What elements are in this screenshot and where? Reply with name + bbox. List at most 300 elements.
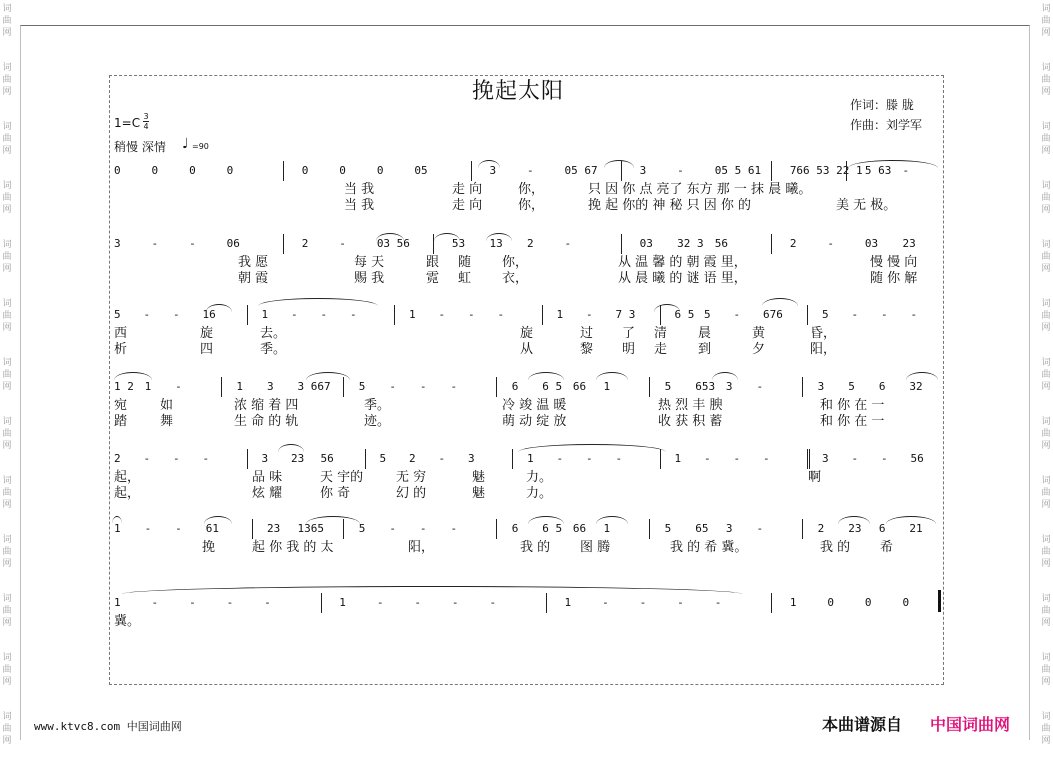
note: - — [497, 308, 505, 321]
note: 05 67 — [564, 164, 598, 177]
watermark-glyph: 曲 — [2, 606, 12, 616]
lyric-text: 你， — [502, 255, 529, 270]
note: - — [438, 452, 446, 465]
watermark-glyph: 词 — [1041, 653, 1051, 663]
note: 05 5 61 — [714, 164, 762, 177]
lyric-text: 我 愿 — [238, 255, 269, 270]
note: - — [851, 452, 859, 465]
lyric-text: 去。 — [260, 326, 287, 341]
note: 6 — [511, 380, 519, 393]
watermark-glyph: 网 — [1041, 323, 1051, 333]
lyric-text: 走 向 — [452, 182, 483, 197]
note: - — [468, 308, 475, 321]
note: 1 — [144, 380, 152, 393]
barline — [221, 377, 222, 397]
note: 6 5 — [674, 308, 695, 321]
watermark-glyph: 网 — [2, 28, 12, 38]
note: - — [677, 596, 684, 609]
note: - — [175, 380, 182, 393]
note: 5 — [664, 380, 672, 393]
watermark-glyph: 曲 — [1041, 134, 1051, 144]
note: 61 — [205, 522, 220, 535]
lyric-text: 黄 — [752, 326, 766, 341]
watermark-glyph: 词 — [2, 63, 12, 73]
watermark-glyph: 曲 — [2, 311, 12, 321]
note: - — [419, 380, 427, 393]
watermark-glyph: 词 — [2, 417, 12, 427]
watermark-glyph: 词 — [2, 240, 12, 250]
barline — [247, 305, 248, 325]
note: - — [851, 308, 859, 321]
lyric-text: 析 — [114, 342, 128, 357]
barline — [247, 449, 248, 469]
watermark-glyph: 词 — [1041, 63, 1051, 73]
notes-line — [110, 308, 942, 326]
note: 56 — [320, 452, 334, 465]
note: 53 — [451, 237, 466, 250]
lyric-text: 黎 — [580, 342, 594, 357]
lyric-text: 从 — [520, 342, 534, 357]
note: 1 — [409, 308, 416, 321]
key-signature: 1=C — [114, 116, 141, 130]
watermark-glyph: 词 — [2, 476, 12, 486]
lyric-text: 炫 耀 — [252, 486, 283, 501]
barline — [542, 305, 543, 325]
lyric-text: 只 因 你 点 亮了 东方 那 一 抹 晨 曦。 — [588, 182, 812, 197]
watermark-glyph: 曲 — [2, 252, 12, 262]
note: 2 — [301, 237, 309, 250]
lyricist-credit: 作词：滕 胧 — [850, 98, 914, 112]
lyric-text: 从 晨 曦 的 谜 语 里， — [618, 271, 747, 286]
note: 2 — [789, 237, 797, 250]
watermark-glyph: 词 — [1041, 181, 1051, 191]
barline — [496, 519, 497, 539]
note: - — [556, 452, 564, 465]
note: 5 — [358, 522, 366, 535]
notes-line — [110, 452, 942, 470]
footer-brand[interactable]: 中国词曲网 — [930, 715, 1011, 734]
lyric-text: 从 温 馨 的 朝 霞 里， — [618, 255, 747, 270]
note: - — [202, 452, 210, 465]
watermark-glyph: 曲 — [1041, 311, 1051, 321]
note: 1 — [564, 596, 572, 609]
note: 7 3 — [615, 308, 636, 321]
watermark-glyph: 词 — [2, 122, 12, 132]
note: - — [763, 452, 770, 465]
note: - — [586, 452, 593, 465]
note: 1 — [114, 522, 121, 535]
tempo-value: =90 — [192, 142, 209, 151]
note: - — [902, 164, 910, 177]
note: 03 56 — [376, 237, 410, 250]
note: 16 — [202, 308, 216, 321]
note: 3 — [822, 452, 829, 465]
watermark-glyph: 曲 — [2, 724, 12, 734]
lyric-text: 冀。 — [114, 614, 141, 629]
note: - — [489, 596, 497, 609]
lyric-text: 冷 竣 温 暖 — [502, 398, 567, 413]
note: 1 — [674, 452, 682, 465]
watermark-glyph: 网 — [1041, 736, 1051, 746]
barline — [252, 519, 253, 539]
note: 2 — [527, 237, 534, 250]
note: - — [419, 522, 427, 535]
note: 23 — [902, 237, 916, 250]
note: 6 — [878, 380, 886, 393]
song-title: 挽起太阳 — [472, 79, 565, 104]
watermark-glyph: 网 — [2, 205, 12, 215]
watermark-glyph: 网 — [1041, 87, 1051, 97]
note: - — [173, 452, 180, 465]
note: - — [881, 452, 888, 465]
lyric-text: 你 奇 — [320, 486, 351, 501]
note: 3 — [114, 237, 121, 250]
footer-website[interactable]: www.ktvc8.com 中国词曲网 — [34, 720, 182, 733]
lyric-text: 随 你 解 — [870, 271, 918, 286]
barline — [802, 377, 803, 397]
watermark-glyph: 网 — [2, 87, 12, 97]
lyric-text: 到 — [698, 342, 712, 357]
note: 0 — [114, 164, 121, 177]
note: 06 — [226, 237, 240, 250]
note: 3 667 — [297, 380, 331, 393]
barline — [846, 161, 847, 181]
note: 5 — [114, 308, 121, 321]
note: 676 — [763, 308, 783, 321]
lyric-text: 过 — [580, 326, 594, 341]
lyric-text: 你， — [518, 182, 545, 197]
note: - — [189, 596, 196, 609]
watermark-glyph: 网 — [2, 382, 12, 392]
note: 1 — [527, 452, 534, 465]
lyric-text: 起， — [114, 486, 141, 501]
note: 3 — [468, 452, 475, 465]
lyric-text: 随 — [458, 255, 472, 270]
note: 23 — [266, 522, 281, 535]
note: 0 — [827, 596, 834, 609]
watermark-glyph: 网 — [2, 146, 12, 156]
note: 1 — [603, 380, 611, 393]
barline — [283, 161, 284, 181]
lyric-text: 明 — [622, 342, 636, 357]
note: 2 — [114, 452, 121, 465]
lyric-text: 旋 — [200, 326, 214, 341]
lyric-text: 图 腾 — [580, 540, 611, 555]
watermark-glyph: 词 — [1041, 122, 1051, 132]
watermark-glyph: 词 — [2, 594, 12, 604]
notes-line — [110, 596, 942, 614]
watermark-glyph: 词 — [2, 181, 12, 191]
lyric-text: 阳， — [810, 342, 837, 357]
lyric-text: 衣， — [502, 271, 529, 286]
note: - — [677, 164, 684, 177]
notes-line — [110, 380, 942, 398]
watermark-glyph: 网 — [2, 323, 12, 333]
note: 0 — [301, 164, 309, 177]
barline — [365, 449, 366, 469]
watermark-glyph: 网 — [1041, 559, 1051, 569]
note: - — [438, 308, 446, 321]
note: 2 — [409, 452, 416, 465]
lyric-text: 挽 起 你的 神 秘 只 因 你 的 — [588, 198, 752, 213]
note: 5 — [358, 380, 366, 393]
note: 1 — [339, 596, 346, 609]
note: - — [615, 452, 623, 465]
lyric-text: 了 — [622, 326, 636, 341]
lyric-text: 和 你 在 一 — [820, 414, 885, 429]
note: - — [756, 522, 764, 535]
watermark-column-right — [1039, 0, 1053, 760]
notes-line — [110, 164, 942, 182]
note: 0 — [226, 164, 234, 177]
watermark-glyph: 网 — [2, 441, 12, 451]
barline — [394, 305, 395, 325]
note: 3 — [489, 164, 497, 177]
tempo-marking: 稍慢 深情 — [114, 140, 166, 154]
note: - — [389, 522, 396, 535]
note: - — [527, 164, 534, 177]
note: 1 — [789, 596, 797, 609]
lyric-text: 西 — [114, 326, 128, 341]
note: - — [143, 308, 151, 321]
note: - — [226, 596, 234, 609]
note: - — [151, 237, 159, 250]
note: 5 — [664, 522, 672, 535]
lyric-text: 霓 — [426, 271, 440, 286]
watermark-glyph: 词 — [1041, 4, 1051, 14]
composer-credit: 作曲：刘学军 — [850, 118, 923, 132]
time-numerator: 3 — [143, 112, 149, 121]
lyric-text: 我 的 — [520, 540, 551, 555]
watermark-glyph: 词 — [2, 358, 12, 368]
note: 5 — [704, 308, 711, 321]
note: 1 — [556, 308, 564, 321]
watermark-glyph: 词 — [2, 712, 12, 722]
watermark-glyph: 网 — [1041, 205, 1051, 215]
watermark-glyph: 词 — [1041, 358, 1051, 368]
note: - — [151, 596, 159, 609]
note: 0 — [189, 164, 196, 177]
note: 1 — [261, 308, 269, 321]
repeat-barline — [807, 449, 810, 469]
lyric-text: 旋 — [520, 326, 534, 341]
watermark-glyph: 曲 — [1041, 193, 1051, 203]
lyric-text: 和 你 在 一 — [820, 398, 885, 413]
barline — [660, 449, 661, 469]
lyric-text: 收 获 积 蓄 — [658, 414, 723, 429]
note: 5 — [848, 380, 855, 393]
watermark-glyph: 曲 — [2, 547, 12, 557]
note: 65 — [695, 522, 709, 535]
watermark-glyph: 网 — [1041, 441, 1051, 451]
watermark-glyph: 词 — [2, 535, 12, 545]
watermark-glyph: 网 — [1041, 382, 1051, 392]
watermark-glyph: 词 — [2, 299, 12, 309]
note: 2 — [817, 522, 825, 535]
lyric-text: 夕 — [752, 342, 766, 357]
lyric-text: 起 你 我 的 太 — [252, 540, 334, 555]
watermark-glyph: 曲 — [1041, 429, 1051, 439]
lyric-text: 我 的 — [820, 540, 851, 555]
lyric-text: 当 我 — [344, 198, 375, 213]
lyric-text: 宛 — [114, 398, 128, 413]
watermark-column-left — [0, 0, 14, 760]
watermark-glyph: 词 — [1041, 299, 1051, 309]
lyric-text: 起， — [114, 470, 141, 485]
note: 6 — [878, 522, 886, 535]
note: 23 — [848, 522, 862, 535]
note: - — [450, 380, 458, 393]
watermark-glyph: 网 — [2, 736, 12, 746]
watermark-glyph: 网 — [1041, 677, 1051, 687]
note: 6 — [511, 522, 519, 535]
note: 1 2 — [114, 380, 134, 393]
lyric-text: 热 烈 丰 腴 — [658, 398, 723, 413]
watermark-glyph: 词 — [1041, 240, 1051, 250]
lyric-text: 无 穷 — [396, 470, 427, 485]
watermark-glyph: 词 — [1041, 712, 1051, 722]
lyric-text: 力。 — [526, 486, 553, 501]
lyric-text: 如 — [160, 398, 174, 413]
barline — [471, 161, 472, 181]
note: 6 5 — [542, 380, 563, 393]
watermark-glyph: 曲 — [1041, 547, 1051, 557]
note: - — [714, 596, 722, 609]
watermark-glyph: 网 — [1041, 618, 1051, 628]
watermark-glyph: 曲 — [2, 370, 12, 380]
lyric-text: 季。 — [260, 342, 287, 357]
barline — [771, 234, 772, 254]
note: - — [827, 237, 834, 250]
note: - — [602, 596, 609, 609]
note: - — [173, 308, 180, 321]
barline — [496, 377, 497, 397]
lyric-text: 昏， — [810, 326, 837, 341]
note: 03 — [864, 237, 879, 250]
note: - — [376, 596, 384, 609]
watermark-glyph: 网 — [1041, 500, 1051, 510]
note: 3 — [725, 380, 733, 393]
note: 3 — [639, 164, 647, 177]
notes-line — [110, 237, 942, 255]
notes-line — [110, 522, 942, 540]
note: - — [264, 596, 271, 609]
watermark-glyph: 曲 — [1041, 488, 1051, 498]
barline — [343, 377, 344, 397]
lyric-text: 走 — [654, 342, 668, 357]
note: - — [881, 308, 888, 321]
lyric-text: 浓 缩 着 四 — [234, 398, 299, 413]
lyric-text: 我 的 希 冀。 — [670, 540, 748, 555]
lyric-text: 魅 — [472, 486, 486, 501]
watermark-glyph: 曲 — [1041, 75, 1051, 85]
note: 6 5 — [542, 522, 563, 535]
watermark-glyph: 网 — [2, 264, 12, 274]
note: 5 63 — [864, 164, 892, 177]
watermark-glyph: 网 — [2, 500, 12, 510]
watermark-glyph: 曲 — [2, 16, 12, 26]
barline — [512, 449, 513, 469]
barline — [771, 593, 772, 613]
note: - — [144, 522, 152, 535]
lyric-text: 虹 — [458, 271, 472, 286]
watermark-glyph: 曲 — [2, 429, 12, 439]
lyric-text: 踏 — [114, 414, 128, 429]
watermark-glyph: 网 — [1041, 264, 1051, 274]
note: 0 — [151, 164, 159, 177]
watermark-glyph: 词 — [1041, 417, 1051, 427]
final-barline — [938, 590, 941, 612]
watermark-glyph: 曲 — [1041, 724, 1051, 734]
note: - — [564, 237, 572, 250]
note: 5 — [822, 308, 829, 321]
lyric-text: 萌 动 绽 放 — [502, 414, 567, 429]
note: - — [175, 522, 182, 535]
lyric-text: 天 宇的 — [320, 470, 364, 485]
note: 03 — [639, 237, 653, 250]
note: - — [320, 308, 328, 321]
lyric-text: 魅 — [472, 470, 486, 485]
lyric-text: 美 无 极。 — [836, 198, 897, 213]
barline — [621, 234, 622, 254]
lyric-text: 每 天 — [354, 255, 385, 270]
note: 32 3 — [677, 237, 704, 250]
note: - — [339, 237, 346, 250]
watermark-glyph: 曲 — [2, 75, 12, 85]
lyric-text: 朝 霞 — [238, 271, 269, 286]
note: - — [414, 596, 421, 609]
lyric-text: 希 — [880, 540, 894, 555]
watermark-glyph: 词 — [1041, 535, 1051, 545]
lyric-text: 生 命 的 轨 — [234, 414, 299, 429]
note: 1 — [236, 380, 243, 393]
note: 32 — [909, 380, 923, 393]
watermark-glyph: 曲 — [2, 488, 12, 498]
watermark-glyph: 曲 — [2, 134, 12, 144]
barline — [802, 519, 803, 539]
note: - — [910, 308, 918, 321]
watermark-glyph: 网 — [2, 618, 12, 628]
note: 1 — [603, 522, 611, 535]
watermark-glyph: 曲 — [1041, 665, 1051, 675]
note: 3 — [817, 380, 825, 393]
note: - — [639, 596, 647, 609]
lyric-text: 力。 — [526, 470, 553, 485]
watermark-glyph: 曲 — [1041, 370, 1051, 380]
lyric-text: 慢 慢 向 — [870, 255, 918, 270]
watermark-glyph: 曲 — [1041, 252, 1051, 262]
lyric-text: 赐 我 — [354, 271, 385, 286]
watermark-glyph: 词 — [1041, 594, 1051, 604]
note: 5 — [379, 452, 387, 465]
note: 0 — [376, 164, 384, 177]
lyric-text: 跟 — [426, 255, 440, 270]
note: - — [586, 308, 593, 321]
time-denominator: 4 — [143, 122, 149, 131]
note: 21 — [909, 522, 923, 535]
note: - — [733, 308, 741, 321]
note: 56 — [714, 237, 728, 250]
lyric-text: 品 味 — [252, 470, 283, 485]
lyric-text: 挽 — [202, 540, 216, 555]
note: 0 — [864, 596, 872, 609]
lyric-text: 季。 — [364, 398, 391, 413]
lyric-text: 四 — [200, 342, 214, 357]
note: - — [450, 522, 458, 535]
barline — [771, 161, 772, 181]
watermark-glyph: 曲 — [1041, 16, 1051, 26]
note: - — [350, 308, 357, 321]
